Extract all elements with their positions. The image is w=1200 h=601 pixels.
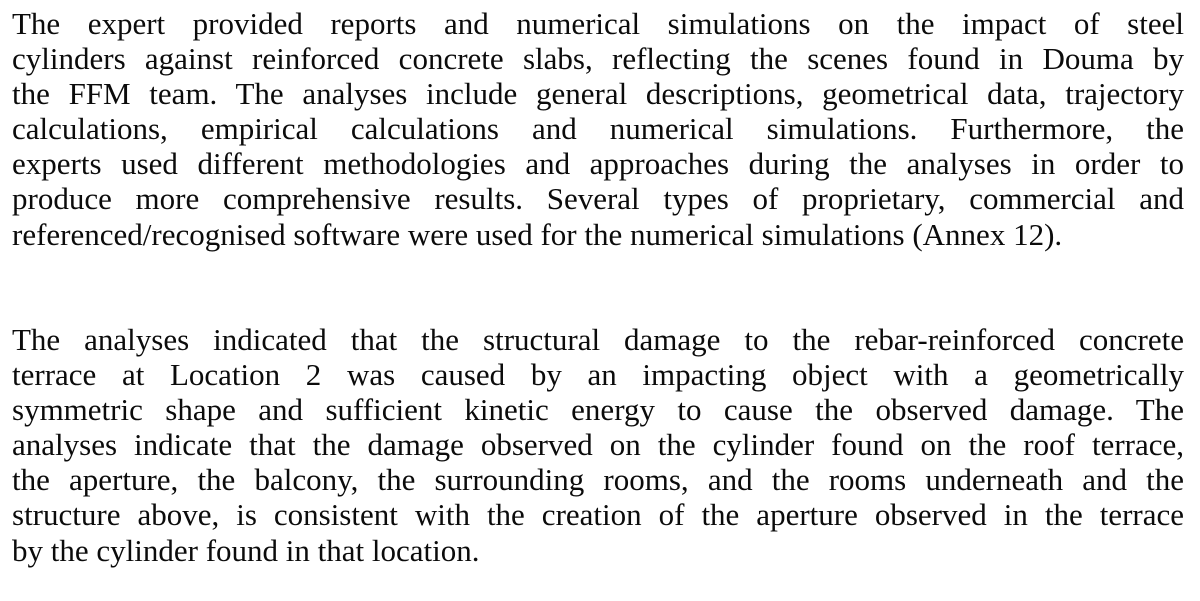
text-line: referenced/recognised software were used for the numerical simulations (Annex 12). bbox=[12, 216, 1063, 252]
paragraph-expert-reports bbox=[12, 6, 1184, 252]
text-line: The analyses indicated that the structural damage to the rebar-reinforced concrete bbox=[12, 322, 1184, 357]
text-line: calculations, empirical calculations and numerical simulations. Furthermore, the bbox=[12, 111, 1184, 147]
text-line: cylinders against reinforced concrete slabs, reflecting the scenes found in Douma by bbox=[12, 41, 1184, 77]
text-line: the aperture, the balcony, the surrounding rooms, and the rooms underneath and the bbox=[12, 462, 1184, 498]
text-line: symmetric shape and sufficient kinetic energy to cause the observed damage. The bbox=[12, 392, 1184, 428]
paragraph-analyses-findings bbox=[12, 322, 1184, 568]
text-line: terrace at Location 2 was caused by an impacting object with a geometrically bbox=[12, 357, 1184, 393]
text-line: analyses indicate that the damage observed on the cylinder found on the roof terrace, bbox=[12, 427, 1184, 463]
text-line: structure above, is consistent with the creation of the aperture observed in the terrace bbox=[12, 497, 1184, 533]
text-line: produce more comprehensive results. Several types of proprietary, commercial and bbox=[12, 181, 1184, 217]
text-line: The expert provided reports and numerical simulations on the impact of steel bbox=[12, 6, 1184, 41]
text-line: by the cylinder found in that location. bbox=[12, 532, 480, 568]
text-line: experts used different methodologies and approaches during the analyses in order to bbox=[12, 146, 1184, 182]
text-line: the FFM team. The analyses include general descriptions, geometrical data, trajectory bbox=[12, 76, 1184, 112]
